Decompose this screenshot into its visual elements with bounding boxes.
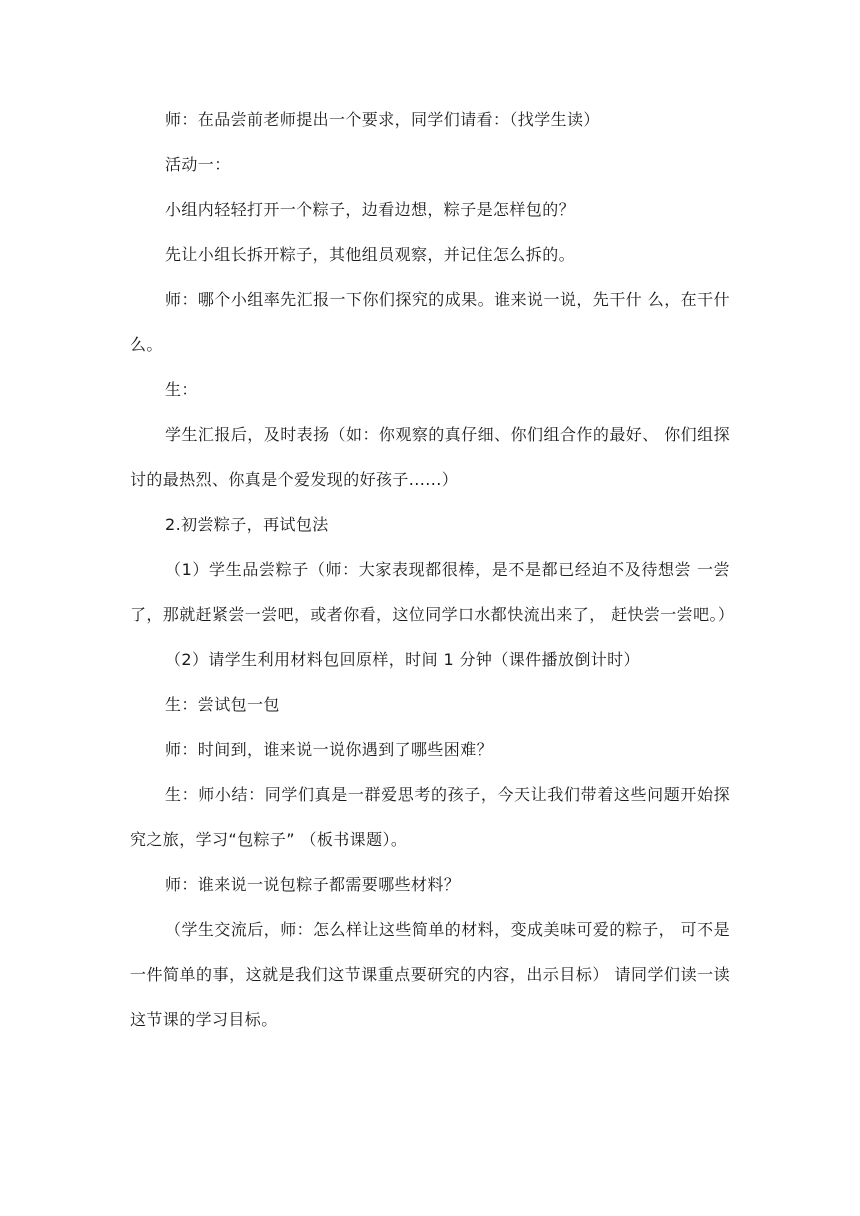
paragraph-group-leader: 先让小组长拆开粽子，其他组员观察，并记住怎么拆的。 xyxy=(165,245,576,264)
document-body xyxy=(130,97,735,1042)
paragraph-objectives: （学生交流后，师：怎么样让这些简单的材料，变成美味可爱的粽子， 可不是一件简单的事，这就是我们这节课重点要研究的内容，出示目标） 请同学们读一读这节课的学习目标。 xyxy=(130,920,730,1029)
paragraph-praise: 学生汇报后，及时表扬（如：你观察的真仔细、你们组合作的最好、 你们组探讨的最热烈、你真是个爱发现的好孩子......） xyxy=(130,425,730,489)
paragraph-materials: 师：谁来说一说包粽子都需要哪些材料？ xyxy=(165,875,461,894)
paragraph-teacher-request: 师：在品尝前老师提出一个要求，同学们请看：（找学生读） xyxy=(165,110,600,129)
paragraph-teacher-time: 师：时间到，谁来说一说你遇到了哪些困难？ xyxy=(165,740,494,759)
paragraph-student: 生： xyxy=(165,380,198,399)
paragraph-student-try: 生：尝试包一包 xyxy=(165,695,280,714)
paragraph-step-two: （2）请学生利用材料包回原样，时间 1 分钟（课件播放倒计时） xyxy=(165,650,640,669)
paragraph-summary: 生：师小结：同学们真是一群爱思考的孩子，今天让我们带着这些问题开始探究之旅，学习“包粽子” （板书课题）。 xyxy=(130,785,730,849)
paragraph-teacher-report: 师：哪个小组率先汇报一下你们探究的成果。谁来说一说，先干什 么，在干什么。 xyxy=(130,290,730,354)
paragraph-section-heading: 2.初尝粽子，再试包法 xyxy=(165,515,329,534)
paragraph-activity-one: 活动一： xyxy=(165,155,231,174)
paragraph-open-zongzi: 小组内轻轻打开一个粽子，边看边想，粽子是怎样包的？ xyxy=(165,200,576,219)
paragraph-step-one: （1）学生品尝粽子（师：大家表现都很棒，是不是都已经迫不及待想尝 一尝了，那就赶紧尝一尝吧，或者你看，这位同学口水都快流出来了， 赶快尝一尝吧。） xyxy=(130,560,735,624)
